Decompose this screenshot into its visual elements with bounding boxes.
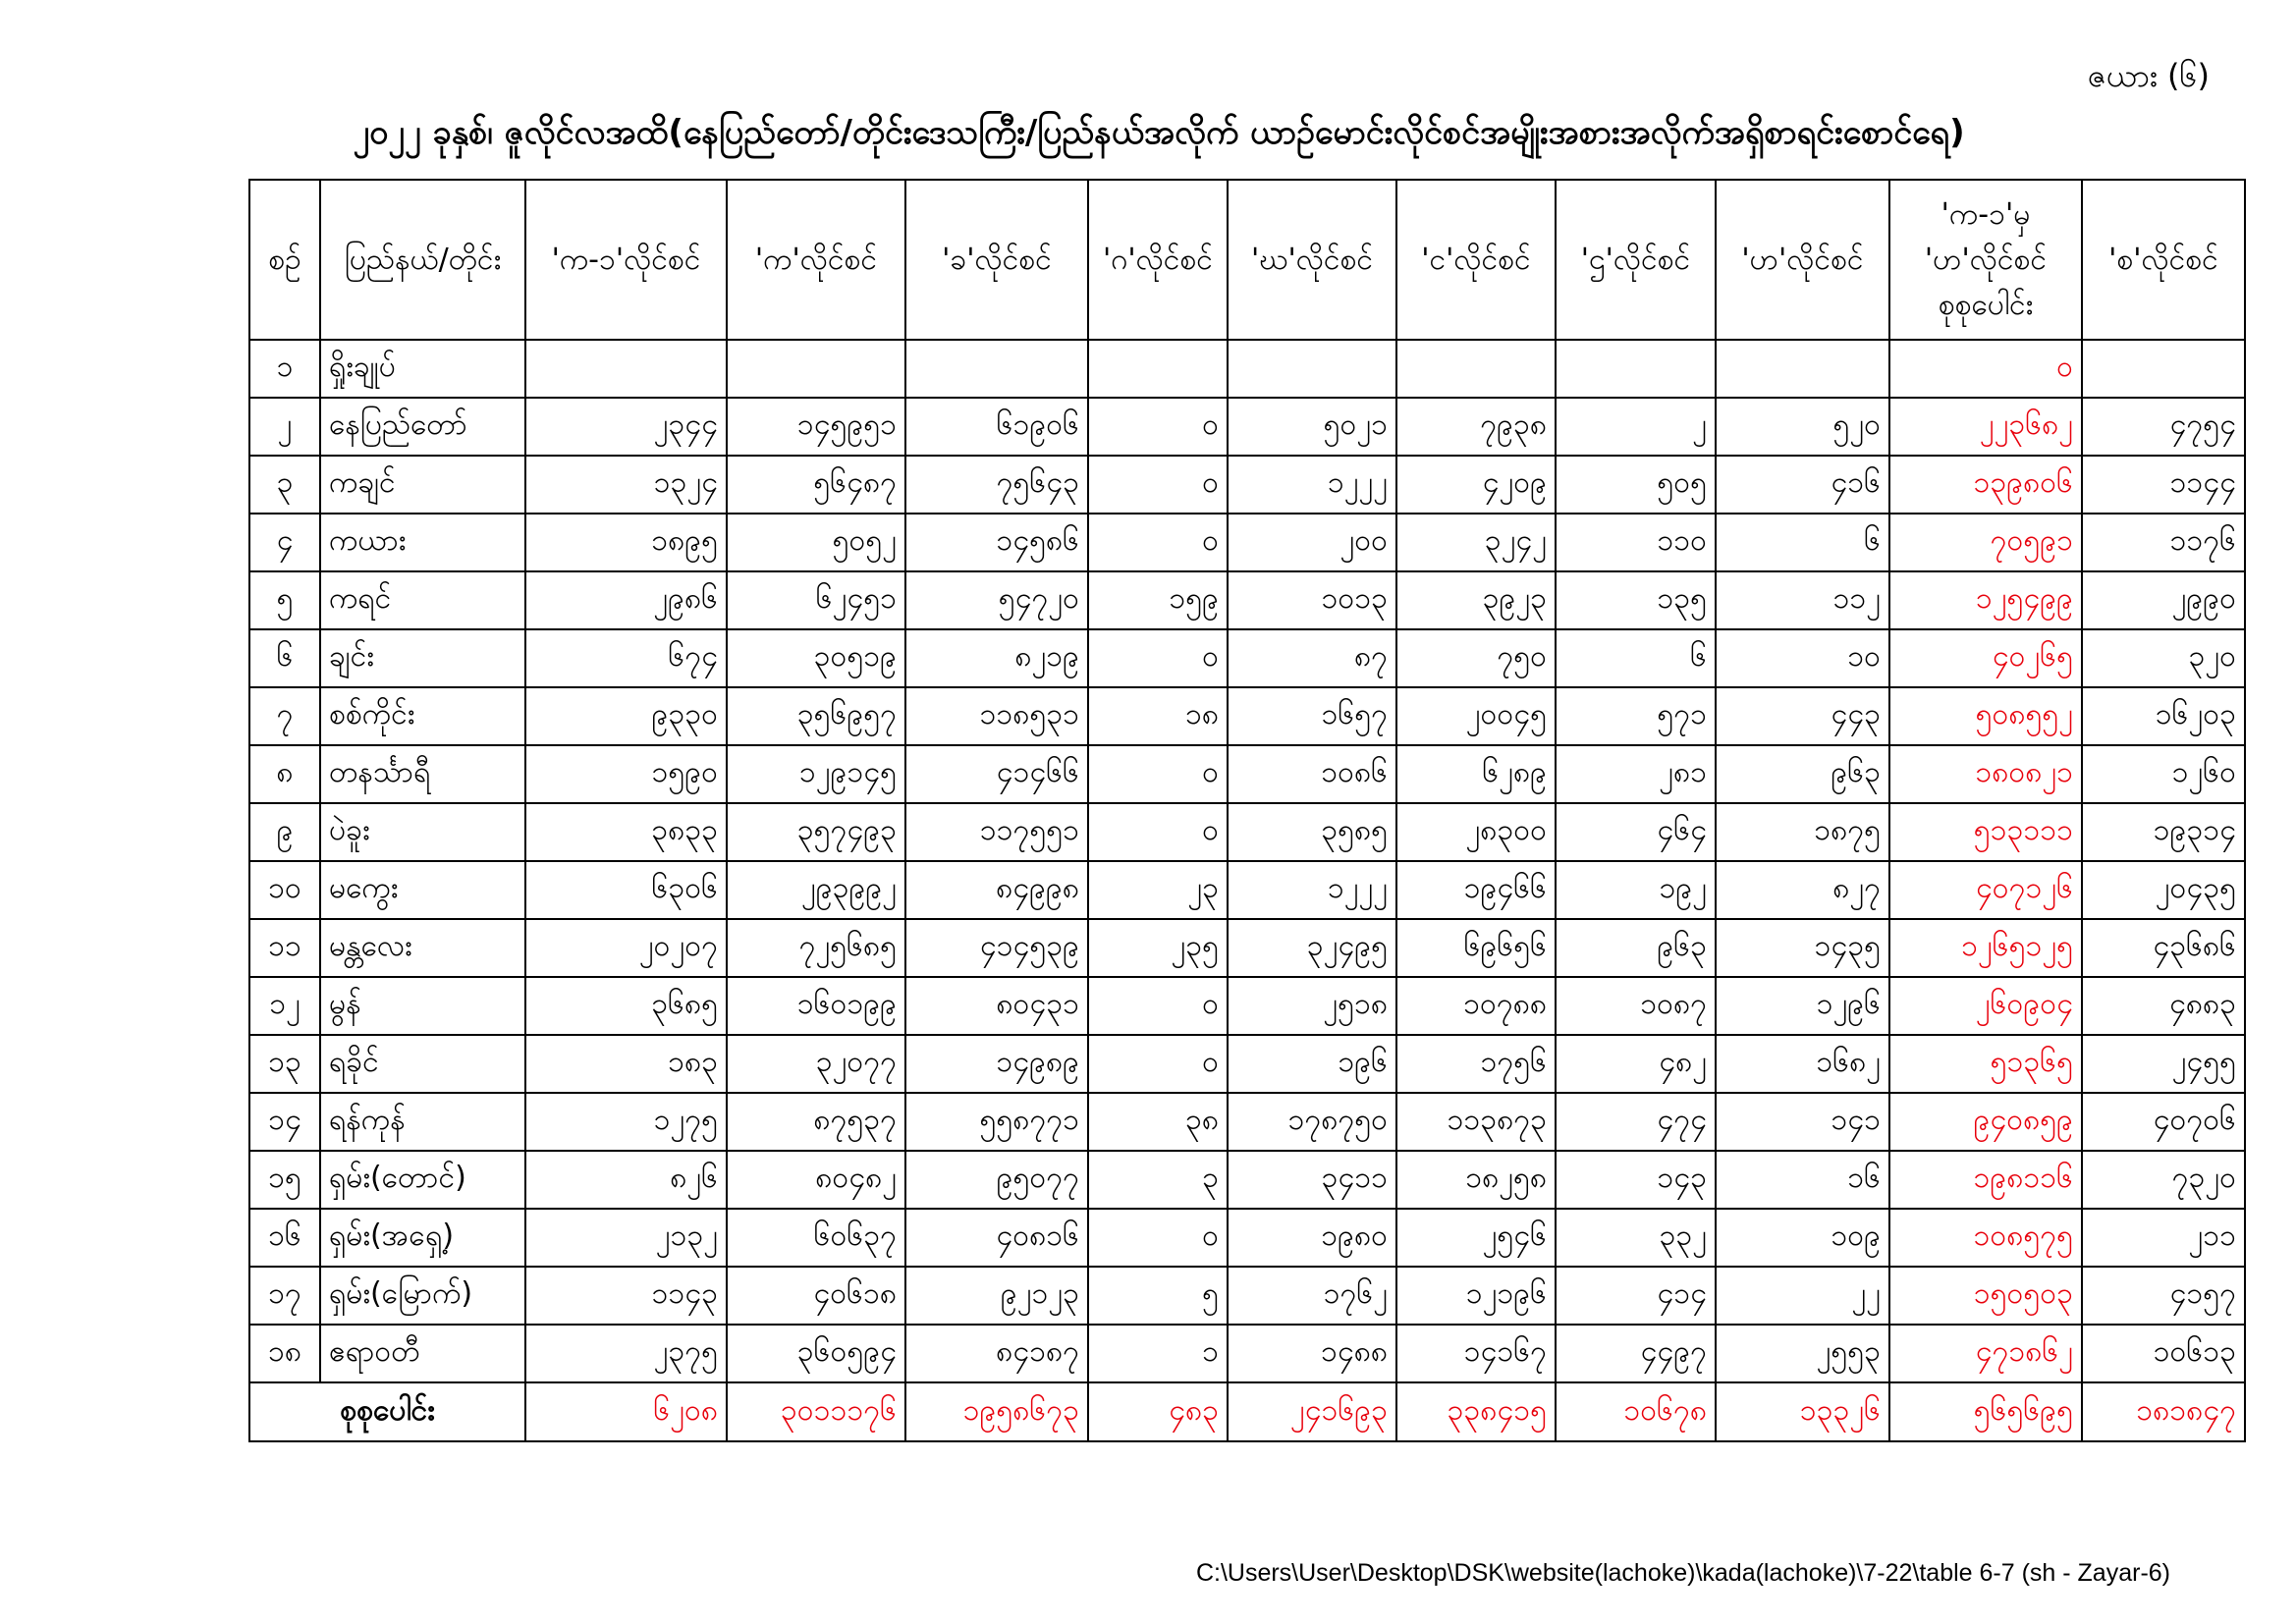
value-cell: ၁၃၅ <box>1556 571 1716 629</box>
value-cell <box>1556 340 1716 398</box>
value-cell: ၃၅၆၉၅၇ <box>727 687 905 745</box>
value-cell: ၁၀၇၈၈ <box>1396 977 1556 1035</box>
value-cell: ၄၇၄ <box>1556 1093 1716 1151</box>
value-cell: ၇၉၃၈ <box>1396 398 1556 456</box>
serial-cell: ၄ <box>249 514 320 571</box>
value-cell: ၁၁၂ <box>1716 571 1889 629</box>
value-cell: ၁၁၄၄ <box>2082 456 2245 514</box>
value-cell: ၂၃ <box>1088 861 1228 919</box>
header-cell: 'ခ'လိုင်စင် <box>905 180 1088 340</box>
value-cell: ၁၄၃ <box>1556 1151 1716 1209</box>
file-path-footer: C:\Users\User\Desktop\DSK\website(lachoke)\kada(lachoke)\7-22\table 6-7 (sh - Zayar-6) <box>1195 1559 2170 1587</box>
table-row <box>249 340 2245 398</box>
value-cell: ၉၆၃ <box>1556 919 1716 977</box>
header-cell: 'ဂ'လိုင်စင် <box>1088 180 1228 340</box>
value-cell: ၂၁၁ <box>2082 1209 2245 1267</box>
value-cell: ၇၅၆၄၃ <box>905 456 1088 514</box>
total-value-cell: ၄၈၃ <box>1088 1382 1228 1441</box>
serial-cell: ၁၈ <box>249 1325 320 1382</box>
total-value-cell: ၆၂၀၈ <box>525 1382 727 1441</box>
page-title: ၂၀၂၂ ခုနှစ်၊ ဇူလိုင်လအထိ(နေပြည်တော်/တိုင်းဒေသကြီး/ပြည်နယ်အလိုက် ယာဉ်မောင်းလိုင်စင်အမျိုးအစားအလိုက်အရှိစာရင်းစောင်ရေ) <box>353 113 1965 152</box>
serial-cell: ၈ <box>249 745 320 803</box>
value-cell: ၁၅၉ <box>1088 571 1228 629</box>
value-cell: ၁၆၀၁၉၉ <box>727 977 905 1035</box>
value-cell: ၂၀၂၀၇ <box>525 919 727 977</box>
row-total-cell: ၀ <box>1889 340 2082 398</box>
value-cell: ၆၀၆၃၇ <box>727 1209 905 1267</box>
table-row <box>249 1325 2245 1382</box>
table-row <box>249 803 2245 861</box>
total-row <box>249 1382 2245 1441</box>
value-cell: ၄၀၇၀၆ <box>2082 1093 2245 1151</box>
value-cell: ၀ <box>1088 456 1228 514</box>
value-cell: ၁၉၂ <box>1556 861 1716 919</box>
region-cell: ဧရာဝတီ <box>320 1325 525 1382</box>
table-row <box>249 919 2245 977</box>
total-value-cell: ၅၆၅၆၉၅ <box>1889 1382 2082 1441</box>
value-cell: ၂၉၃၉၉၂ <box>727 861 905 919</box>
value-cell: ၁၀၈၆ <box>1228 745 1396 803</box>
region-cell: နေပြည်တော် <box>320 398 525 456</box>
value-cell: ၂၃၅ <box>1088 919 1228 977</box>
value-cell: ၁၆၅၇ <box>1228 687 1396 745</box>
value-cell: ၄၁၆ <box>1716 456 1889 514</box>
value-cell: ၁၂၂၂ <box>1228 456 1396 514</box>
region-cell: ရှိုးချုပ် <box>320 340 525 398</box>
value-cell: ၅၂၀ <box>1716 398 1889 456</box>
value-cell <box>905 340 1088 398</box>
region-cell: ရခိုင် <box>320 1035 525 1093</box>
value-cell <box>1228 340 1396 398</box>
value-cell: ၅၀၅၂ <box>727 514 905 571</box>
row-total-cell: ၄၇၁၈၆၂ <box>1889 1325 2082 1382</box>
value-cell: ၅ <box>1088 1267 1228 1325</box>
row-total-cell: ၉၄၀၈၅၉ <box>1889 1093 2082 1151</box>
table-row <box>249 687 2245 745</box>
value-cell: ၅၇၁ <box>1556 687 1716 745</box>
total-value-cell: ၂၄၁၆၉၃ <box>1228 1382 1396 1441</box>
value-cell: ၁၁၇၆ <box>2082 514 2245 571</box>
table-row <box>249 398 2245 456</box>
region-cell: တနင်္သာရီ <box>320 745 525 803</box>
value-cell: ၁၇၈၇၅၀ <box>1228 1093 1396 1151</box>
value-cell: ၂၁၃၂ <box>525 1209 727 1267</box>
serial-cell: ၁၀ <box>249 861 320 919</box>
value-cell: ၅၆၄၈၇ <box>727 456 905 514</box>
value-cell: ၄၄၉၇ <box>1556 1325 1716 1382</box>
value-cell: ၈၇ <box>1228 629 1396 687</box>
value-cell: ၈၂၆ <box>525 1151 727 1209</box>
value-cell: ၁၁၃၈၇၃ <box>1396 1093 1556 1151</box>
row-total-cell: ၅၁၃၁၁၁ <box>1889 803 2082 861</box>
region-cell: ချင်း <box>320 629 525 687</box>
serial-cell: ၇ <box>249 687 320 745</box>
value-cell: ၄၁၅၇ <box>2082 1267 2245 1325</box>
row-total-cell: ၁၅၀၅၀၃ <box>1889 1267 2082 1325</box>
value-cell: ၉၆၃ <box>1716 745 1889 803</box>
value-cell: ၂၃၄၄ <box>525 398 727 456</box>
value-cell: ၁၄၃၅ <box>1716 919 1889 977</box>
serial-cell: ၁၅ <box>249 1151 320 1209</box>
total-value-cell: ၁၉၅၈၆၇၃ <box>905 1382 1088 1441</box>
value-cell: ၁၉၆ <box>1228 1035 1396 1093</box>
value-cell: ၂၈၃၀၀ <box>1396 803 1556 861</box>
value-cell: ၁၇၅၆ <box>1396 1035 1556 1093</box>
value-cell: ၈၂၁၉ <box>905 629 1088 687</box>
value-cell: ၃၂၄၉၅ <box>1228 919 1396 977</box>
region-cell: ကချင် <box>320 456 525 514</box>
value-cell: ၉၅၀၇၇ <box>905 1151 1088 1209</box>
value-cell: ၁၉၃၁၄ <box>2082 803 2245 861</box>
value-cell: ၃၂၀၇၇ <box>727 1035 905 1093</box>
value-cell: ၁၉၄၆၆ <box>1396 861 1556 919</box>
serial-cell: ၃ <box>249 456 320 514</box>
table-row <box>249 1035 2245 1093</box>
table-row <box>249 861 2245 919</box>
row-total-cell: ၁၉၈၁၁၆ <box>1889 1151 2082 1209</box>
total-value-cell: ၃၃၈၄၁၅ <box>1396 1382 1556 1441</box>
value-cell: ၈၇၅၃၇ <box>727 1093 905 1151</box>
total-value-cell: ၃၀၁၁၁၇၆ <box>727 1382 905 1441</box>
value-cell: ၁၈၉၅ <box>525 514 727 571</box>
region-cell: မွန် <box>320 977 525 1035</box>
value-cell: ၁၈၂၅၈ <box>1396 1151 1556 1209</box>
table-row <box>249 629 2245 687</box>
value-cell: ၁၀၉ <box>1716 1209 1889 1267</box>
header-cell: 'ဃ'လိုင်စင် <box>1228 180 1396 340</box>
value-cell: ၁ <box>1088 1325 1228 1382</box>
value-cell: ၁၀၈၇ <box>1556 977 1716 1035</box>
value-cell: ၄၃၆၈၆ <box>2082 919 2245 977</box>
value-cell: ၆၂၄၅၁ <box>727 571 905 629</box>
table-row <box>249 1209 2245 1267</box>
value-cell: ၃၄၁၁ <box>1228 1151 1396 1209</box>
value-cell: ၇၃၂၀ <box>2082 1151 2245 1209</box>
value-cell: ၈၄၁၈၇ <box>905 1325 1088 1382</box>
total-label: စုစုပေါင်း <box>249 1382 525 1441</box>
value-cell: ၃၉၂၃ <box>1396 571 1556 629</box>
value-cell: ၂၉၈၆ <box>525 571 727 629</box>
value-cell: ၄၇၅၄ <box>2082 398 2245 456</box>
page-label: ဇယား (၆) <box>2087 57 2210 94</box>
value-cell: ၆၉၆၅၆ <box>1396 919 1556 977</box>
value-cell: ၁၈၇၅ <box>1716 803 1889 861</box>
table-body <box>249 340 2245 1382</box>
table-row <box>249 745 2245 803</box>
value-cell: ၁၁၈၅၃၁ <box>905 687 1088 745</box>
header-cell: 'င'လိုင်စင် <box>1396 180 1556 340</box>
value-cell: ၄၈၈၃ <box>2082 977 2245 1035</box>
value-cell: ၁၆၈၂ <box>1716 1035 1889 1093</box>
serial-cell: ၁၂ <box>249 977 320 1035</box>
value-cell: ၁၂၂၂ <box>1228 861 1396 919</box>
table-row <box>249 571 2245 629</box>
value-cell <box>2082 340 2245 398</box>
value-cell: ၁၂၁၉၆ <box>1396 1267 1556 1325</box>
value-cell: ၃၆၈၅ <box>525 977 727 1035</box>
row-total-cell: ၄၀၂၆၅ <box>1889 629 2082 687</box>
header-cell: 'ဟ'လိုင်စင် <box>1716 180 1889 340</box>
serial-cell: ၁၇ <box>249 1267 320 1325</box>
value-cell <box>1088 340 1228 398</box>
value-cell: ၈၄၉၉၈ <box>905 861 1088 919</box>
value-cell: ၉၃၃၀ <box>525 687 727 745</box>
region-cell: ကရင် <box>320 571 525 629</box>
header-cell: စဉ် <box>249 180 320 340</box>
value-cell <box>1716 340 1889 398</box>
value-cell: ၇၂၅၆၈၅ <box>727 919 905 977</box>
value-cell: ၁၅၉၀ <box>525 745 727 803</box>
region-cell: ပဲခူး <box>320 803 525 861</box>
row-total-cell: ၅၁၃၆၅ <box>1889 1035 2082 1093</box>
value-cell: ၈၀၄၈၂ <box>727 1151 905 1209</box>
value-cell: ၅၄၇၂၀ <box>905 571 1088 629</box>
serial-cell: ၉ <box>249 803 320 861</box>
row-total-cell: ၇၀၅၉၁ <box>1889 514 2082 571</box>
table-row <box>249 1151 2245 1209</box>
value-cell: ၀ <box>1088 1035 1228 1093</box>
value-cell: ၁၉၈၀ <box>1228 1209 1396 1267</box>
value-cell: ၀ <box>1088 1209 1228 1267</box>
row-total-cell: ၂၆၀၉၀၄ <box>1889 977 2082 1035</box>
value-cell: ၂ <box>1556 398 1716 456</box>
value-cell: ၁၄၁ <box>1716 1093 1889 1151</box>
value-cell: ၄၀၈၁၆ <box>905 1209 1088 1267</box>
value-cell: ၁၃၂၄ <box>525 456 727 514</box>
value-cell: ၂၂ <box>1716 1267 1889 1325</box>
value-cell <box>525 340 727 398</box>
value-cell: ၃၈၃၃ <box>525 803 727 861</box>
value-cell: ၃၅၈၅ <box>1228 803 1396 861</box>
row-total-cell: ၁၃၉၈၀၆ <box>1889 456 2082 514</box>
serial-cell: ၅ <box>249 571 320 629</box>
value-cell: ၁၄၅၈၆ <box>905 514 1088 571</box>
value-cell: ၁၄၁၆၇ <box>1396 1325 1556 1382</box>
value-cell: ၀ <box>1088 745 1228 803</box>
value-cell: ၁၀၆၁၃ <box>2082 1325 2245 1382</box>
serial-cell: ၁၁ <box>249 919 320 977</box>
value-cell: ၆၃၀၆ <box>525 861 727 919</box>
value-cell: ၄၁၄၅၃၉ <box>905 919 1088 977</box>
value-cell: ၆ <box>1716 514 1889 571</box>
value-cell: ၆၂၈၉ <box>1396 745 1556 803</box>
value-cell: ၁၄၅၉၅၁ <box>727 398 905 456</box>
header-row <box>249 180 2245 340</box>
row-total-cell: ၁၀၈၅၇၅ <box>1889 1209 2082 1267</box>
value-cell: ၁၄၉၈၉ <box>905 1035 1088 1093</box>
total-value-cell: ၁၀၆၇၈ <box>1556 1382 1716 1441</box>
value-cell: ၀ <box>1088 398 1228 456</box>
value-cell: ၁၆ <box>1716 1151 1889 1209</box>
value-cell: ၅၀၅ <box>1556 456 1716 514</box>
value-cell: ၀ <box>1088 977 1228 1035</box>
row-total-cell: ၄၀၇၁၂၆ <box>1889 861 2082 919</box>
serial-cell: ၂ <box>249 398 320 456</box>
row-total-cell: ၁၈၀၈၂၁ <box>1889 745 2082 803</box>
value-cell: ၀ <box>1088 803 1228 861</box>
value-cell: ၀ <box>1088 629 1228 687</box>
header-cell: ပြည်နယ်/တိုင်း <box>320 180 525 340</box>
value-cell: ၁၂၇၅ <box>525 1093 727 1151</box>
row-total-cell: ၅၀၈၅၅၂ <box>1889 687 2082 745</box>
value-cell: ၄၀၆၁၈ <box>727 1267 905 1325</box>
value-cell: ၃၃၂ <box>1556 1209 1716 1267</box>
value-cell: ၂၅၄၆ <box>1396 1209 1556 1267</box>
value-cell: ၁၁၇၅၅၁ <box>905 803 1088 861</box>
region-cell: စစ်ကိုင်း <box>320 687 525 745</box>
value-cell: ၅၅၈၇၇၁ <box>905 1093 1088 1151</box>
value-cell: ၄၁၄ <box>1556 1267 1716 1325</box>
value-cell: ၁၂၉၁၄၅ <box>727 745 905 803</box>
value-cell: ၆၁၉၀၆ <box>905 398 1088 456</box>
header-cell: 'စ'လိုင်စင် <box>2082 180 2245 340</box>
value-cell: ၁၂၆၀ <box>2082 745 2245 803</box>
value-cell: ၄၁၄၆၆ <box>905 745 1088 803</box>
value-cell: ၁၆၂၀၃ <box>2082 687 2245 745</box>
header-cell: 'ဌ'လိုင်စင် <box>1556 180 1716 340</box>
value-cell: ၂၉၉၀ <box>2082 571 2245 629</box>
row-total-cell: ၁၂၅၄၉၉ <box>1889 571 2082 629</box>
value-cell: ၁၁၀ <box>1556 514 1716 571</box>
value-cell: ၁၂၉၆ <box>1716 977 1889 1035</box>
value-cell: ၂၀၄၃၅ <box>2082 861 2245 919</box>
value-cell: ၃၅၇၄၉၃ <box>727 803 905 861</box>
value-cell: ၄၈၂ <box>1556 1035 1716 1093</box>
serial-cell: ၁ <box>249 340 320 398</box>
value-cell: ၇၅၀ <box>1396 629 1556 687</box>
value-cell: ၆ <box>1556 629 1716 687</box>
region-cell: ရှမ်း(မြောက်) <box>320 1267 525 1325</box>
value-cell: ၄၄၃ <box>1716 687 1889 745</box>
region-cell: ကယား <box>320 514 525 571</box>
value-cell: ၃၀၅၁၉ <box>727 629 905 687</box>
serial-cell: ၆ <box>249 629 320 687</box>
value-cell: ၈၀၄၃၁ <box>905 977 1088 1035</box>
value-cell: ၂၅၁၈ <box>1228 977 1396 1035</box>
value-cell: ၁၇၆၂ <box>1228 1267 1396 1325</box>
table-row <box>249 977 2245 1035</box>
table-row <box>249 1093 2245 1151</box>
value-cell: ၂၀၀ <box>1228 514 1396 571</box>
table-row <box>249 514 2245 571</box>
value-cell: ၃၂၀ <box>2082 629 2245 687</box>
total-value-cell: ၁၈၁၈၄၇ <box>2082 1382 2245 1441</box>
serial-cell: ၁၄ <box>249 1093 320 1151</box>
total-value-cell: ၁၃၃၂၆ <box>1716 1382 1889 1441</box>
value-cell: ၀ <box>1088 514 1228 571</box>
table-row <box>249 456 2245 514</box>
serial-cell: ၁၆ <box>249 1209 320 1267</box>
value-cell: ၂၀၀၄၅ <box>1396 687 1556 745</box>
value-cell: ၁၀ <box>1716 629 1889 687</box>
value-cell: ၂၅၅၃ <box>1716 1325 1889 1382</box>
value-cell: ၁၄၈၈ <box>1228 1325 1396 1382</box>
header-cell: 'က-၁'လိုင်စင် <box>525 180 727 340</box>
value-cell: ၂၃၇၅ <box>525 1325 727 1382</box>
header-cell: 'က-၁'မှ 'ဟ'လိုင်စင် စုစုပေါင်း <box>1889 180 2082 340</box>
value-cell <box>727 340 905 398</box>
value-cell: ၃၂၄၂ <box>1396 514 1556 571</box>
value-cell: ၃၆၀၅၉၄ <box>727 1325 905 1382</box>
value-cell: ၃ <box>1088 1151 1228 1209</box>
value-cell: ၅၀၂၁ <box>1228 398 1396 456</box>
value-cell: ၁၁၄၃ <box>525 1267 727 1325</box>
header-cell: 'က'လိုင်စင် <box>727 180 905 340</box>
region-cell: မကွေး <box>320 861 525 919</box>
value-cell: ၄၆၄ <box>1556 803 1716 861</box>
serial-cell: ၁၃ <box>249 1035 320 1093</box>
region-cell: ရန်ကုန် <box>320 1093 525 1151</box>
table-row <box>249 1267 2245 1325</box>
value-cell: ၁၀၁၃ <box>1228 571 1396 629</box>
region-cell: ရှမ်း(တောင်) <box>320 1151 525 1209</box>
region-cell: မန္တလေး <box>320 919 525 977</box>
value-cell <box>1396 340 1556 398</box>
region-cell: ရှမ်း(အရှေ့) <box>320 1209 525 1267</box>
value-cell: ၂၄၅၅ <box>2082 1035 2245 1093</box>
value-cell: ၁၈၃ <box>525 1035 727 1093</box>
value-cell: ၄၂၀၉ <box>1396 456 1556 514</box>
value-cell: ၈၂၇ <box>1716 861 1889 919</box>
row-total-cell: ၁၂၆၅၁၂၅ <box>1889 919 2082 977</box>
value-cell: ၁၈ <box>1088 687 1228 745</box>
value-cell: ၃၈ <box>1088 1093 1228 1151</box>
value-cell: ၉၂၁၂၃ <box>905 1267 1088 1325</box>
value-cell: ၆၇၄ <box>525 629 727 687</box>
row-total-cell: ၂၂၃၆၈၂ <box>1889 398 2082 456</box>
value-cell: ၂၈၁ <box>1556 745 1716 803</box>
license-table <box>248 179 2246 1442</box>
